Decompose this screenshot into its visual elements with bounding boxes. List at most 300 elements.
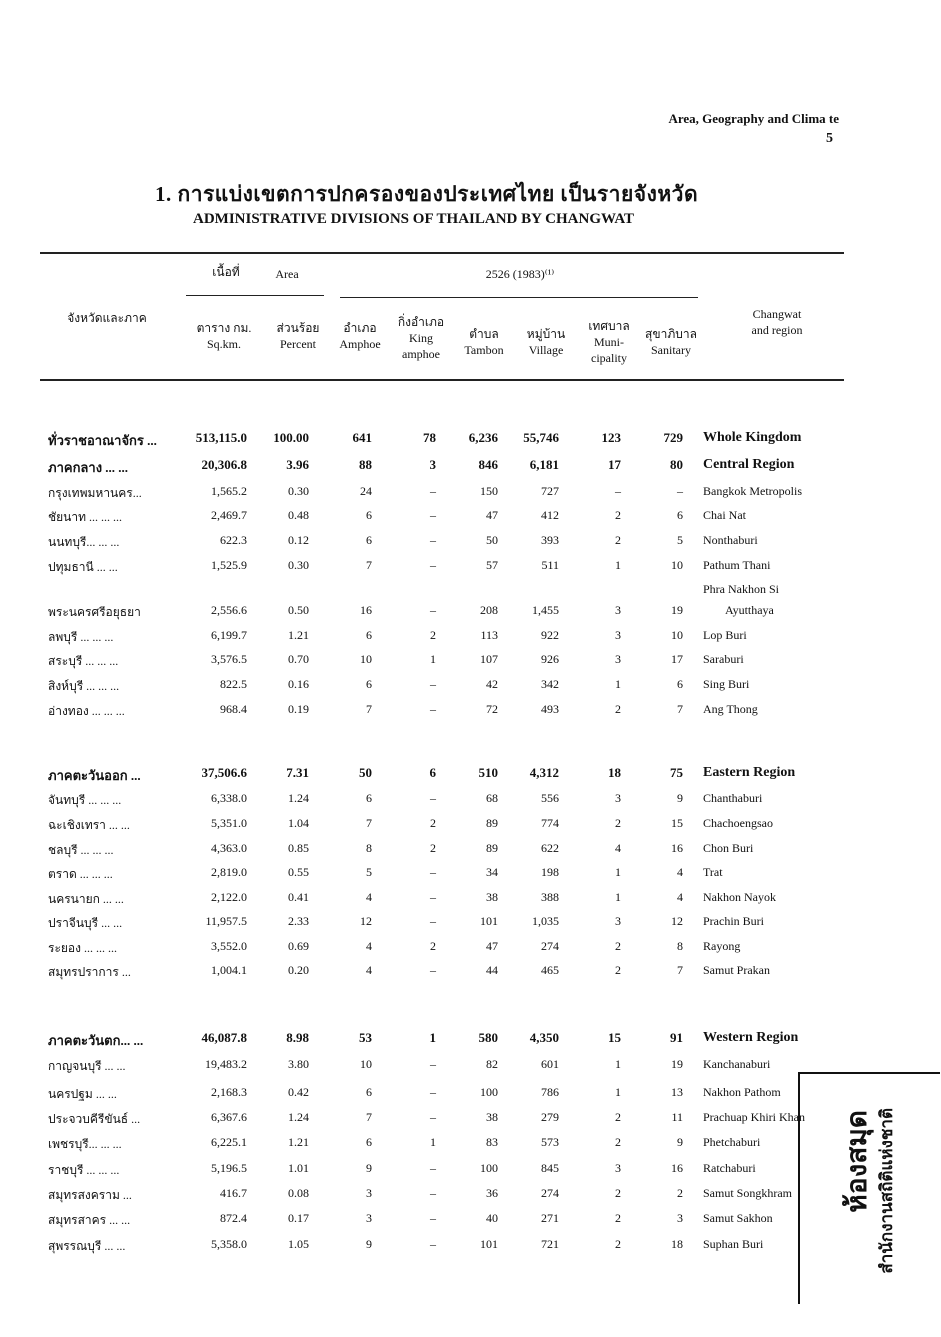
col-muni-en1: Muni-: [594, 335, 624, 349]
cell-san: 729: [663, 430, 683, 445]
cell-king: 2: [430, 628, 436, 642]
cell-king: –: [430, 508, 436, 522]
col-area-th: เนื้อที่: [212, 265, 240, 279]
cell-mun: 1: [615, 865, 621, 879]
cell-tam: 100: [480, 1161, 498, 1175]
cell-province-th: ทั่วราชอาณาจักร ...: [48, 433, 157, 448]
cell-tam: 101: [480, 914, 498, 928]
area-group-rule: [186, 295, 324, 296]
cell-area: 2,556.6: [211, 603, 247, 617]
cell-king: –: [430, 1186, 436, 1200]
cell-vil: 601: [541, 1057, 559, 1071]
cell-province-th: นครปฐม ... ...: [48, 1087, 117, 1101]
cell-province-th: พระนครศรีอยุธยา: [48, 605, 141, 619]
cell-area: 513,115.0: [195, 430, 247, 445]
col-percent-th: ส่วนร้อย: [276, 321, 320, 335]
cell-amp: 88: [359, 457, 372, 472]
col-king-amphoe: [390, 314, 452, 362]
cell-province-th: ชัยนาท ... ... ...: [48, 510, 123, 524]
cell-san: 13: [671, 1085, 683, 1099]
col-village-th: หมู่บ้าน: [526, 327, 566, 341]
cell-king: –: [430, 1057, 436, 1071]
table-row: [0, 533, 941, 555]
cell-amp: 6: [366, 677, 372, 691]
cell-region-en: Samut Prakan: [703, 963, 770, 977]
cell-pct: 0.70: [288, 652, 309, 666]
cell-province-th: ฉะเชิงเทรา ... ...: [48, 818, 130, 832]
cell-area: 5,351.0: [211, 816, 247, 830]
cell-pct: 0.50: [288, 603, 309, 617]
cell-region-en: Nakhon Pathom: [703, 1085, 781, 1099]
cell-tam: 510: [478, 765, 498, 780]
cell-area: 46,087.8: [201, 1030, 247, 1045]
cell-province-th: กาญจนบุรี ... ...: [48, 1059, 126, 1073]
cell-area: 6,338.0: [211, 791, 247, 805]
cell-vil: 556: [541, 791, 559, 805]
col-percent-en: Percent: [280, 337, 316, 351]
table-row: [0, 484, 941, 506]
cell-vil: 465: [541, 963, 559, 977]
cell-san: 5: [677, 533, 683, 547]
cell-vil: 511: [541, 558, 559, 572]
table-row: [0, 841, 941, 863]
cell-pct: 0.19: [288, 702, 309, 716]
cell-tam: 83: [486, 1135, 498, 1149]
cell-area: 1,004.1: [211, 963, 247, 977]
cell-san: 12: [671, 914, 683, 928]
cell-province-th: เพชรบุรี... ... ...: [48, 1137, 122, 1151]
cell-tam: 44: [486, 963, 498, 977]
cell-region-en: Phetchaburi: [703, 1135, 761, 1149]
cell-tam: 38: [486, 890, 498, 904]
cell-region-en: Nakhon Nayok: [703, 890, 776, 904]
cell-amp: 7: [366, 558, 372, 572]
cell-amp: 641: [352, 430, 372, 445]
cell-area: 11,957.5: [205, 914, 247, 928]
cell-region-en: Eastern Region: [703, 765, 796, 780]
cell-mun: 2: [615, 816, 621, 830]
table-row: [0, 963, 941, 985]
cell-province-th: กรุงเทพมหานคร...: [48, 486, 142, 500]
cell-pct: 1.24: [288, 1110, 309, 1124]
cell-mun: 2: [615, 702, 621, 716]
table-row: [0, 914, 941, 936]
cell-region-en: Chachoengsao: [703, 816, 773, 830]
cell-king: –: [430, 865, 436, 879]
cell-amp: 5: [366, 865, 372, 879]
cell-vil: 55,746: [523, 430, 559, 445]
cell-tam: 89: [486, 841, 498, 855]
page-number: 5: [826, 131, 833, 146]
cell-mun: 1: [615, 1057, 621, 1071]
cell-tam: 82: [486, 1057, 498, 1071]
cell-pct: 1.04: [288, 816, 309, 830]
cell-mun: 2: [615, 1110, 621, 1124]
cell-amp: 6: [366, 628, 372, 642]
cell-region-en: Ratchaburi: [703, 1161, 756, 1175]
cell-region-en: Ayutthaya: [725, 603, 774, 617]
cell-tam: 36: [486, 1186, 498, 1200]
cell-province-th: ปทุมธานี ... ...: [48, 560, 118, 574]
cell-san: 17: [671, 652, 683, 666]
cell-vil: 721: [541, 1237, 559, 1251]
cell-vil: 926: [541, 652, 559, 666]
cell-tam: 40: [486, 1211, 498, 1225]
col-amphoe: [330, 320, 390, 352]
cell-province-th: นครนายก ... ...: [48, 892, 124, 906]
cell-pct: 0.48: [288, 508, 309, 522]
cell-amp: 8: [366, 841, 372, 855]
col-region-en2: and region: [751, 323, 803, 337]
cell-san: 4: [677, 890, 683, 904]
cell-king: 1: [430, 652, 436, 666]
stamp-main-text: ห้องสมุด: [842, 1110, 873, 1213]
cell-vil: 922: [541, 628, 559, 642]
cell-region-en: Whole Kingdom: [703, 430, 802, 445]
cell-king: –: [430, 1211, 436, 1225]
cell-vil: 774: [541, 816, 559, 830]
cell-king: –: [430, 677, 436, 691]
cell-san: 10: [671, 628, 683, 642]
cell-province-th: ราชบุรี ... ... ...: [48, 1163, 120, 1177]
table-row: [0, 939, 941, 961]
cell-vil: 279: [541, 1110, 559, 1124]
cell-province-th: ภาคกลาง ... ...: [48, 460, 129, 475]
cell-pct: 1.21: [288, 628, 309, 642]
cell-amp: 10: [360, 1057, 372, 1071]
col-sqkm-th: ตาราง กม.: [196, 321, 252, 335]
col-amphoe-en: Amphoe: [339, 337, 381, 351]
table-row: [0, 628, 941, 650]
cell-mun: 17: [608, 457, 621, 472]
table-title-english: ADMINISTRATIVE DIVISIONS OF THAILAND BY CHANGWAT: [193, 211, 635, 227]
cell-king: 1: [430, 1135, 436, 1149]
cell-pct: 2.33: [288, 914, 309, 928]
col-region-en1: Changwat: [752, 307, 802, 321]
cell-vil: 1,455: [532, 603, 559, 617]
cell-pct: 1.24: [288, 791, 309, 805]
cell-king: –: [430, 890, 436, 904]
cell-mun: 3: [615, 652, 621, 666]
cell-pct: 1.05: [288, 1237, 309, 1251]
cell-province-th: สมุทรสาคร ... ...: [48, 1213, 131, 1227]
table-row: [0, 791, 941, 813]
cell-province-th: ประจวบคีรีขันธ์ ...: [48, 1112, 141, 1126]
cell-tam: 47: [486, 939, 498, 953]
cell-amp: 6: [366, 791, 372, 805]
cell-san: 19: [671, 1057, 683, 1071]
cell-mun: 1: [615, 890, 621, 904]
cell-amp: 9: [366, 1237, 372, 1251]
cell-vil: 342: [541, 677, 559, 691]
cell-region-en-line1: Phra Nakhon Si: [703, 582, 779, 596]
cell-province-th: ชลบุรี ... ... ...: [48, 843, 114, 857]
cell-san: 11: [671, 1110, 683, 1124]
cell-king: –: [430, 1161, 436, 1175]
cell-san: –: [677, 484, 683, 498]
cell-san: 16: [671, 841, 683, 855]
cell-tam: 100: [480, 1085, 498, 1099]
cell-region-en: Prachuap Khiri Khan: [703, 1110, 805, 1124]
col-tambon-th: ตำบล: [469, 327, 499, 341]
cell-san: 2: [677, 1186, 683, 1200]
cell-pct: 100.00: [273, 430, 309, 445]
cell-amp: 4: [366, 963, 372, 977]
cell-region-en: Ang Thong: [703, 702, 758, 716]
cell-mun: 3: [615, 603, 621, 617]
col-sanitary-th: สุขาภิบาล: [645, 327, 697, 341]
cell-mun: 15: [608, 1030, 621, 1045]
cell-mun: 4: [615, 841, 621, 855]
col-muni-th: เทศบาล: [588, 319, 630, 333]
cell-pct: 0.69: [288, 939, 309, 953]
cell-vil: 1,035: [532, 914, 559, 928]
cell-province-th: สระบุรี ... ... ...: [48, 654, 119, 668]
cell-amp: 12: [360, 914, 372, 928]
cell-king: –: [430, 1085, 436, 1099]
cell-tam: 6,236: [468, 430, 498, 445]
running-title: Area, Geography and Clima te: [668, 111, 839, 126]
cell-vil: 4,350: [529, 1030, 559, 1045]
table-row: [0, 677, 941, 699]
cell-amp: 53: [359, 1030, 372, 1045]
cell-king: –: [430, 791, 436, 805]
cell-tam: 107: [480, 652, 498, 666]
cell-mun: 3: [615, 628, 621, 642]
cell-area: 6,225.1: [211, 1135, 247, 1149]
cell-region-en: Samut Songkhram: [703, 1186, 792, 1200]
cell-province-th: ภาคตะวันตก... ...: [48, 1033, 144, 1048]
cell-province-th: ตราด ... ... ...: [48, 867, 113, 881]
cell-vil: 727: [541, 484, 559, 498]
cell-mun: 3: [615, 914, 621, 928]
table-row-region: [0, 1030, 941, 1052]
cell-region-en: Sing Buri: [703, 677, 750, 691]
table-row: [0, 702, 941, 724]
col-king-th: กิ่งอำเภอ: [397, 315, 445, 329]
cell-mun: 1: [615, 677, 621, 691]
cell-san: 4: [677, 865, 683, 879]
cell-king: –: [430, 1110, 436, 1124]
cell-king: 2: [430, 816, 436, 830]
cell-province-th: อ่างทอง ... ... ...: [48, 704, 125, 718]
cell-tam: 50: [486, 533, 498, 547]
table-row-region: [0, 430, 941, 452]
cell-tam: 38: [486, 1110, 498, 1124]
cell-province-th: จันทบุรี ... ... ...: [48, 793, 122, 807]
col-amphoe-th: อำเภอ: [343, 321, 377, 335]
cell-san: 7: [677, 702, 683, 716]
cell-pct: 0.16: [288, 677, 309, 691]
cell-king: –: [430, 702, 436, 716]
cell-amp: 9: [366, 1161, 372, 1175]
cell-pct: 0.41: [288, 890, 309, 904]
cell-amp: 3: [366, 1211, 372, 1225]
cell-area: 6,367.6: [211, 1110, 247, 1124]
cell-province-th: ภาคตะวันออก ...: [48, 768, 141, 783]
cell-mun: 2: [615, 508, 621, 522]
cell-king: 2: [430, 939, 436, 953]
cell-pct: 0.08: [288, 1186, 309, 1200]
cell-san: 9: [677, 1135, 683, 1149]
cell-area: 822.5: [220, 677, 247, 691]
cell-vil: 388: [541, 890, 559, 904]
cell-amp: 3: [366, 1186, 372, 1200]
cell-tam: 580: [478, 1030, 498, 1045]
cell-region-en: Nonthaburi: [703, 533, 758, 547]
cell-mun: 123: [601, 430, 621, 445]
cell-king: 1: [429, 1030, 436, 1045]
cell-san: 6: [677, 677, 683, 691]
cell-province-th: สิงห์บุรี ... ... ...: [48, 679, 120, 693]
cell-san: 16: [671, 1161, 683, 1175]
cell-vil: 412: [541, 508, 559, 522]
cell-amp: 6: [366, 1135, 372, 1149]
cell-san: 7: [677, 963, 683, 977]
cell-region-en: Chon Buri: [703, 841, 754, 855]
cell-king: 78: [423, 430, 436, 445]
cell-san: 80: [670, 457, 683, 472]
cell-king: –: [430, 533, 436, 547]
cell-province-th: ระยอง ... ... ...: [48, 941, 117, 955]
col-province-th: จังหวัดและภาค: [67, 311, 147, 325]
cell-king: –: [430, 963, 436, 977]
table-top-rule: [40, 252, 844, 254]
cell-mun: 3: [615, 791, 621, 805]
cell-area: 2,819.0: [211, 865, 247, 879]
col-sanitary-en: Sanitary: [651, 343, 691, 357]
cell-pct: 0.12: [288, 533, 309, 547]
cell-mun: 2: [615, 1211, 621, 1225]
cell-san: 91: [670, 1030, 683, 1045]
cell-amp: 7: [366, 702, 372, 716]
cell-san: 18: [671, 1237, 683, 1251]
table-title-thai: 1. การแบ่งเขตการปกครองของประเทศไทย เป็นรายจังหวัด: [155, 182, 699, 206]
cell-province-th: สมุทรปราการ ...: [48, 965, 131, 979]
cell-amp: 16: [360, 603, 372, 617]
cell-vil: 274: [541, 939, 559, 953]
cell-area: 1,525.9: [211, 558, 247, 572]
cell-san: 3: [677, 1211, 683, 1225]
cell-mun: 2: [615, 1186, 621, 1200]
cell-mun: 2: [615, 939, 621, 953]
cell-tam: 34: [486, 865, 498, 879]
cell-pct: 0.17: [288, 1211, 309, 1225]
cell-mun: 2: [615, 1135, 621, 1149]
col-king-en2: amphoe: [402, 347, 440, 361]
cell-pct: 3.96: [286, 457, 309, 472]
cell-tam: 89: [486, 816, 498, 830]
cell-pct: 0.85: [288, 841, 309, 855]
cell-region-en: Rayong: [703, 939, 741, 953]
table-row: [0, 652, 941, 674]
cell-region-en: Prachin Buri: [703, 914, 764, 928]
cell-vil: 845: [541, 1161, 559, 1175]
cell-region-en: Western Region: [703, 1030, 799, 1045]
cell-king: 3: [429, 457, 436, 472]
cell-area: 1,565.2: [211, 484, 247, 498]
col-muni-en2: cipality: [591, 351, 627, 365]
cell-area: 20,306.8: [201, 457, 247, 472]
cell-area: 968.4: [220, 702, 247, 716]
table-row: [0, 865, 941, 887]
table-row-region: [0, 457, 941, 479]
cell-tam: 47: [486, 508, 498, 522]
col-sanitary: [640, 326, 702, 358]
cell-king: –: [430, 603, 436, 617]
cell-san: 9: [677, 791, 683, 805]
col-village: [516, 326, 576, 358]
cell-province-th: ปราจีนบุรี ... ...: [48, 916, 123, 930]
cell-amp: 24: [360, 484, 372, 498]
cell-mun: 3: [615, 1161, 621, 1175]
cell-area: 622.3: [220, 533, 247, 547]
cell-pct: 0.55: [288, 865, 309, 879]
cell-san: 6: [677, 508, 683, 522]
cell-king: –: [430, 1237, 436, 1251]
cell-vil: 274: [541, 1186, 559, 1200]
col-king-en1: King: [409, 331, 433, 345]
cell-area: 416.7: [220, 1186, 247, 1200]
cell-pct: 8.98: [286, 1030, 309, 1045]
cell-king: 2: [430, 841, 436, 855]
cell-pct: 0.20: [288, 963, 309, 977]
table-row: [0, 558, 941, 580]
cell-vil: 198: [541, 865, 559, 879]
cell-province-th: สุพรรณบุรี ... ...: [48, 1239, 126, 1253]
cell-area: 2,168.3: [211, 1085, 247, 1099]
col-tambon-en: Tambon: [464, 343, 504, 357]
cell-amp: 4: [366, 890, 372, 904]
col-municipality: [578, 318, 640, 366]
cell-region-en: Suphan Buri: [703, 1237, 764, 1251]
cell-mun: 2: [615, 533, 621, 547]
cell-province-th: นนทบุรี... ... ...: [48, 535, 120, 549]
cell-region-en: Central Region: [703, 457, 795, 472]
cell-tam: 42: [486, 677, 498, 691]
cell-region-en: Lop Buri: [703, 628, 747, 642]
cell-amp: 4: [366, 939, 372, 953]
cell-area: 872.4: [220, 1211, 247, 1225]
cell-king: 6: [429, 765, 436, 780]
cell-pct: 0.42: [288, 1085, 309, 1099]
cell-region-en: Chai Nat: [703, 508, 746, 522]
col-tambon: [454, 326, 514, 358]
cell-tam: 150: [480, 484, 498, 498]
cell-vil: 786: [541, 1085, 559, 1099]
cell-region-en: Samut Sakhon: [703, 1211, 773, 1225]
cell-province-th: สมุทรสงคราม ...: [48, 1188, 132, 1202]
cell-tam: 101: [480, 1237, 498, 1251]
cell-tam: 57: [486, 558, 498, 572]
cell-san: 8: [677, 939, 683, 953]
cell-king: –: [430, 484, 436, 498]
col-region-en: [722, 306, 832, 338]
cell-vil: 622: [541, 841, 559, 855]
header-bottom-rule: [40, 379, 844, 381]
cell-tam: 113: [480, 628, 498, 642]
cell-amp: 7: [366, 1110, 372, 1124]
cell-pct: 0.30: [288, 558, 309, 572]
table-row: [0, 890, 941, 912]
col-percent: [266, 320, 330, 352]
cell-king: –: [430, 914, 436, 928]
cell-mun: –: [615, 484, 621, 498]
cell-area: 19,483.2: [205, 1057, 247, 1071]
cell-mun: 1: [615, 1085, 621, 1099]
cell-san: 75: [670, 765, 683, 780]
cell-amp: 10: [360, 652, 372, 666]
